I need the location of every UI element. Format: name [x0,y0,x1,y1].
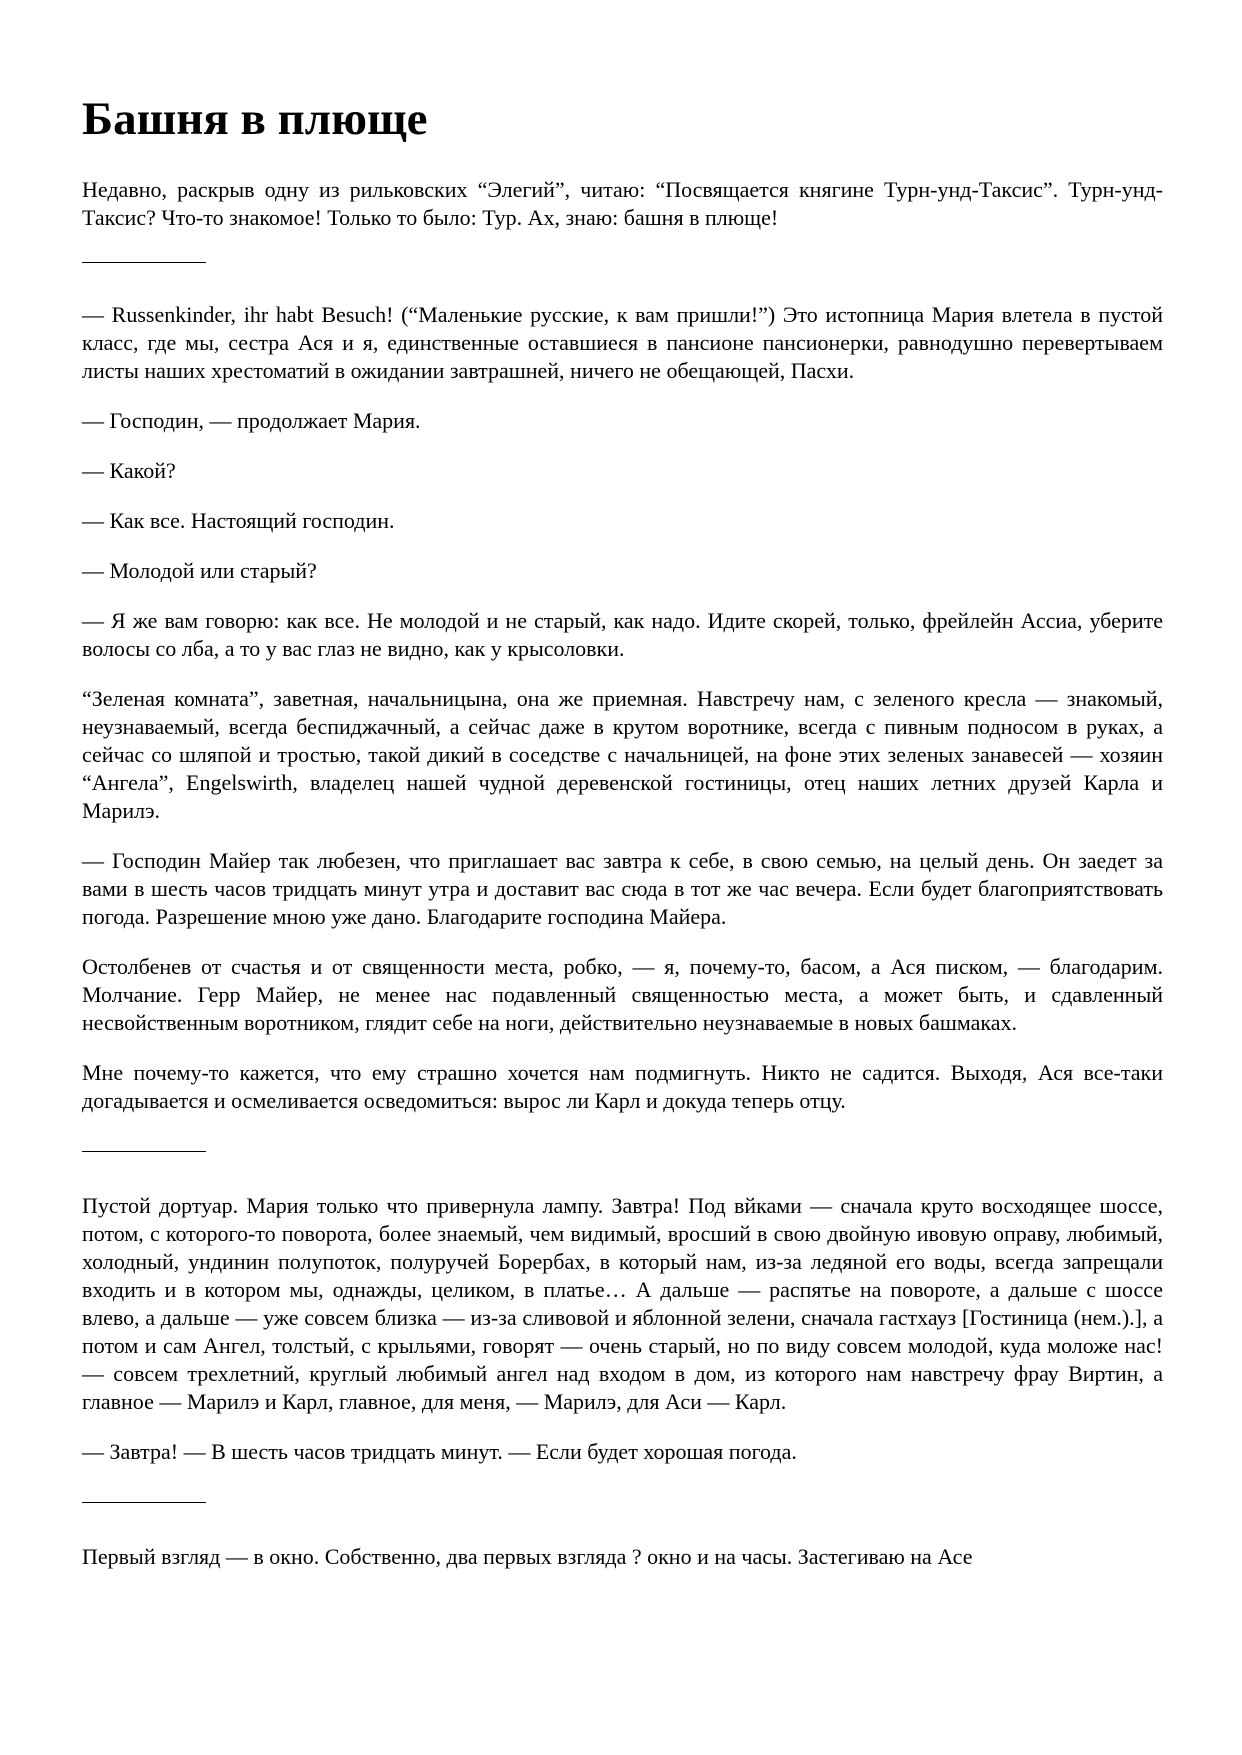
paragraph: Первый взгляд — в окно. Собственно, два первых взгляда ? окно и на часы. Застегиваю на Асе [82,1544,973,1569]
paragraph: — Russenkinder, ihr habt Besuch! (“Маленькие русские, к вам пришли!”) Это истопница Мария влетела в пустой класс, где мы, сестра Ася и я, единственные оставшиеся в пансионе пансионерки, равнодушно перевертываем листы наших хрестоматий в ожидании завтрашней, ничего не обещающей, Пасхи. [82,302,1163,383]
paragraph: — Я же вам говорю: как все. Не молодой и не старый, как надо. Идите скорей, только, фрейлейн Ассиа, уберите волосы со лба, а то у вас глаз не видно, как у крысоловки. [82,608,1163,661]
paragraph: — Молодой или старый? [82,558,317,583]
paragraph: — Как все. Настоящий господин. [82,508,395,533]
paragraph: Мне почему-то кажется, что ему страшно хочется нам подмигнуть. Никто не садится. Выходя, Ася все-таки догадывается и осмеливается осведомиться: вырос ли Карл и докуда теперь отцу. [82,1060,1163,1113]
paragraph: Пустой дортуар. Мария только что привернула лампу. Завтра! Под вйками — сначала круто восходящее шоссе, потом, с которого-то поворота, более знаемый, чем видимый, вросший в свою двойную ивовую оправу, любимый, холодный, ундинин полупоток, полуручей Борербах, в который нам, из-за ледяной его воды, всегда запрещали входить и в котором мы, однажды, целиком, в платье… А дальше — распятье на повороте, а дальше с шоссе влево, а дальше — уже совсем близка — из-за сливовой и яблонной зелени, сначала гастхауз [Гостиница (нем.).], а потом и сам Ангел, толстый, с крыльями, говорят — очень старый, но по виду совсем молодой, куда моложе нас! — совсем трехлетний, круглый любимый ангел над входом в дом, из которого нам навстречу фрау Виртин, а главное — Марилэ и Карл, главное, для меня, — Марилэ, для Аси — Карл. [82,1193,1163,1414]
paragraph: — Какой? [82,458,176,483]
paragraph: — Господин Майер так любезен, что приглашает вас завтра к себе, в свою семью, на целый день. Он заедет за вами в шесть часов тридцать минут утра и доставит вас сюда в тот же час вечера. Если будет благоприятствовать погода. Разрешение мною уже дано. Благодарите господина Майера. [82,848,1163,929]
paragraph: — Завтра! — В шесть часов тридцать минут. — Если будет хорошая погода. [82,1439,797,1464]
section-dormitory [82,1192,1163,1466]
section-separator [82,1151,206,1152]
paragraph: Остолбенев от счастья и от священности места, робко, — я, почему-то, басом, а Ася писком, — благодарим. Молчание. Герр Майер, не менее нас подавленный священностью места, а может быть, и сдавленный несвойственным воротником, глядит себе на ноги, действительно неузнаваемые в новых башмаках. [82,954,1163,1035]
paragraph: — Господин, — продолжает Мария. [82,408,421,433]
paragraph: Недавно, раскрыв одну из рильковских “Элегий”, читаю: “Посвящается княгине Турн-унд-Таксис”. Турн-унд-Таксис? Что-то знакомое! Только то было: Тур. Ах, знаю: башня в плюще! [82,177,1163,230]
section-separator [82,262,206,263]
paragraph: “Зеленая комната”, заветная, начальницына, она же приемная. Навстречу нам, с зеленого кресла — знакомый, неузнаваемый, всегда беспиджачный, а сейчас даже в крутом воротнике, всегда с пивным подносом в руках, а сейчас со шляпой и тростью, такой дикий в соседстве с начальницей, на фоне этих зеленых занавесей — хозяин “Ангела”, Engelswirth, владелец нашей чудной деревенской гостиницы, отец наших летних друзей Карла и Марилэ. [82,686,1163,823]
section-intro [82,176,1163,232]
document-title: Башня в плюще [82,93,428,145]
section-visit [82,301,1163,1115]
section-morning [82,1543,1163,1571]
section-separator [82,1502,206,1503]
